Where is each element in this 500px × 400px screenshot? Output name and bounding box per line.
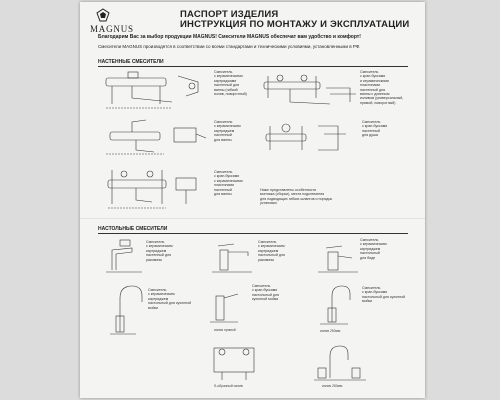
brand-name: MAGNUS xyxy=(90,24,134,34)
wall-mixer-item-4 xyxy=(260,116,410,162)
title-line-2: ИНСТРУКЦИЯ ПО МОНТАЖУ И ЭКСПЛУАТАЦИИ xyxy=(180,19,410,30)
deck-mixer-caption-3: Смеситель с керамическим картриджем настольный для биде xyxy=(360,238,387,260)
standards-note: Смесители MAGNUS производятся в соответствии со всеми стандартами и техническими условиями, установленными в РФ. xyxy=(98,44,361,49)
deck-mixer-caption-2: Смеситель с керамическим картриджем настольный для раковины xyxy=(258,240,285,262)
wall-mixer-diagram-3 xyxy=(102,116,212,162)
deck-mixer-diagram-5a xyxy=(208,282,242,328)
deck-mixer-caption-6: Смеситель с кран-буксами настольный для кухонной мойки xyxy=(362,286,406,304)
wall-mixer-diagram-4 xyxy=(260,116,360,162)
wall-mixer-diagram-1 xyxy=(102,68,212,114)
section-heading-deck: НАСТОЛЬНЫЕ СМЕСИТЕЛИ xyxy=(98,226,168,232)
deck-mixer-item-1 xyxy=(102,236,202,276)
deck-mixer-caption-5: Смеситель с кран-буксами настольный для кухонной мойки xyxy=(252,284,279,302)
deck-mixer-item-7 xyxy=(208,342,308,392)
magnus-logo-icon xyxy=(96,8,110,22)
wall-mixer-caption-5: Смеситель с кран-буксами с керамическими пластинами настенный для ванны xyxy=(214,170,243,197)
deck-sublabel-b: излив 250мм xyxy=(320,329,341,333)
thanks-text: Благодарим Вас за выбор продукции MAGNUS! Смесители MAGNUS обеспечат вам удобство и комфорт! xyxy=(98,34,361,40)
wall-mixer-caption-4: Смеситель с кран-буксами настенный для душа xyxy=(362,120,388,138)
deck-mixer-item-8 xyxy=(312,342,412,392)
wall-mixer-diagram-2 xyxy=(260,68,360,114)
wall-mixer-caption-3: Смеситель с керамическим картриджем настенный для ванны xyxy=(214,120,241,142)
wall-mixer-caption-1: Смеситель с керамическими картриджами настенный для ванны (гибкий излив, поворотный) xyxy=(214,70,247,97)
deck-sublabel-d: излив 250мм xyxy=(322,384,343,388)
deck-mixer-diagram-8 xyxy=(312,342,376,382)
title-line-1: ПАСПОРТ ИЗДЕЛИЯ xyxy=(180,9,279,20)
deck-mixer-item-4 xyxy=(102,282,202,338)
page-fold xyxy=(80,218,425,219)
deck-sublabel-c: S-образный излив xyxy=(214,384,243,388)
deck-mixer-item-5 xyxy=(208,282,308,338)
wall-mixer-item-1 xyxy=(102,68,252,114)
wall-mixer-item-6 xyxy=(260,188,410,212)
deck-mixer-diagram-7 xyxy=(208,342,268,382)
section-rule-deck xyxy=(98,233,408,234)
document-title xyxy=(180,10,409,30)
deck-mixer-diagram-6 xyxy=(312,282,362,328)
section-heading-wall: НАСТЕННЫЕ СМЕСИТЕЛИ xyxy=(98,59,164,65)
deck-mixer-caption-4: Смеситель с керамическим картриджем настольный для кухонной мойки xyxy=(148,288,192,310)
deck-mixer-item-2 xyxy=(208,236,308,276)
wall-mixer-item-5 xyxy=(102,164,252,212)
wall-mixer-item-2 xyxy=(260,68,410,114)
wall-mixer-caption-2: Смеситель с кран-буксами и керамическими пластинами настенный для ванны с длинным изливом (универсальный, прямой, поворотный) xyxy=(360,70,404,105)
wall-mixer-item-3 xyxy=(102,116,252,162)
assembly-note-caption: Ниже представлены особенности монтажа (сборки), места подключения для подводящих гибких шлангов и порядок установки xyxy=(260,188,333,206)
deck-mixer-item-6 xyxy=(312,282,412,338)
deck-mixer-diagram-4 xyxy=(102,282,152,338)
deck-mixer-item-3 xyxy=(312,236,412,276)
section-rule-wall xyxy=(98,66,408,67)
deck-mixer-caption-1: Смеситель с керамическим картриджем настенный для раковины xyxy=(146,240,173,262)
deck-sublabel-a: излив прямой xyxy=(214,328,236,332)
wall-mixer-diagram-5 xyxy=(102,164,212,212)
instruction-sheet xyxy=(80,2,425,398)
